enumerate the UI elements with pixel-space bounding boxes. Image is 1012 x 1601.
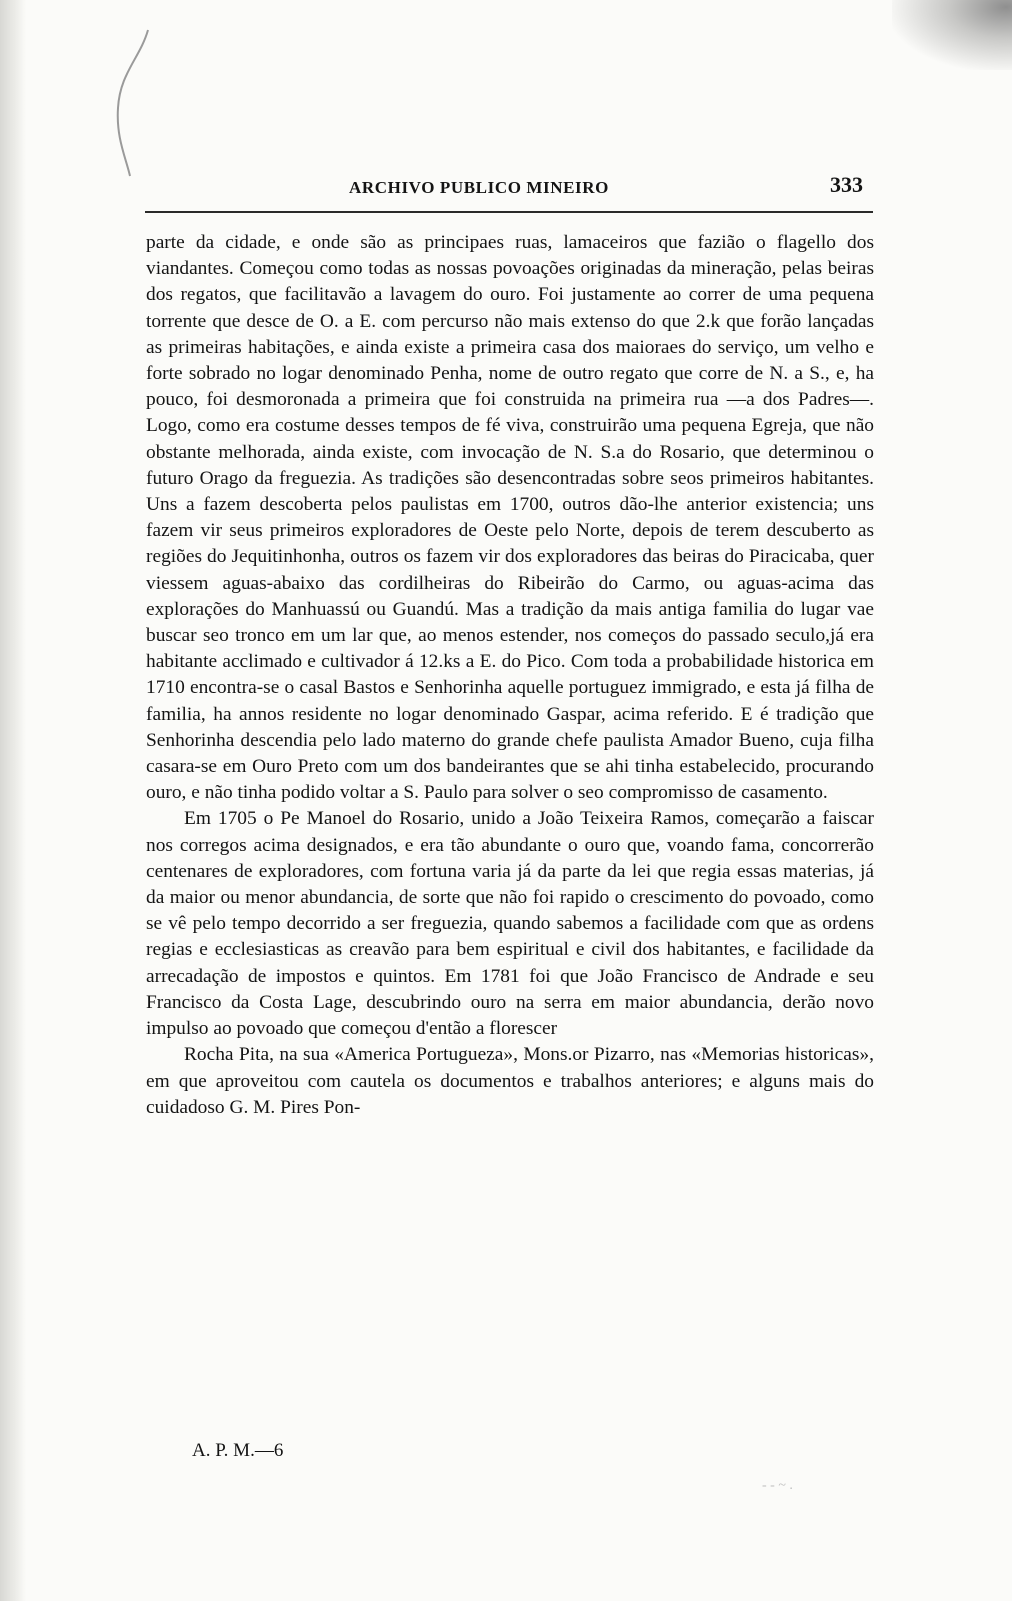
signature-mark: A. P. M.—6: [192, 1440, 284, 1461]
paragraph-3: Rocha Pita, na sua «America Portugueza», Mons.or Pizarro, nas «Memorias historicas», em que aproveitou com cautela os documentos e trabalhos anteriores; e alguns mais do cuidadoso G. M. Pires Pon-: [146, 1044, 874, 1118]
page-header: [145, 172, 873, 212]
body-text: [146, 230, 874, 1121]
paragraph-1: parte da cidade, e onde são as principaes ruas, lamaceiros que fazião o flagello dos viandantes. Começou como todas as nossas povoações originadas da mineração, pelas beiras dos regatos, que facilitavão a lavagem do ouro. Foi justamente ao correr de uma pequena torrente que desce de O. a E. com percurso não mais extenso do que 2.k que forão lançadas as primeiras habitações, e ainda existe a primeira casa dos maioraes do serviço, um velho e forte sobrado no logar denominado Penha, nome de outro regato que corre de N. a S., e, ha pouco, foi desmoronada a primeira que foi construida na primeira rua —a dos Padres—. Logo, como era costume desses tempos de fé viva, construirão uma pequena Egreja, que não obstante melhorada, ainda existe, com invocação de N. S.a do Rosario, que determinou o futuro Orago da freguezia. As tradições são desencontradas sobre seos primeiros habitantes. Uns a fazem descoberta pelos paulistas em 1700, outros dão-lhe anterior existencia; uns fazem vir seus primeiros exploradores de Oeste pelo Norte, depois de terem descuberto as regiões do Jequitinhonha, outros os fazem vir dos exploradores das beiras do Piracicaba, quer viessem aguas-abaixo das cordilheiras do Ribeirão do Carmo, ou aguas-acima das explorações do Manhuassú ou Guandú. Mas a tradição da mais antiga familia do lugar vae buscar seo tronco em um lar que, ao menos estender, nos começos do passado seculo,já era habitante acclimado e cultivador á 12.ks a E. do Pico. Com toda a probabilidade historica em 1710 encontra-se o casal Bastos e Senhorinha aquelle portuguez immigrado, e esta já filha de familia, ha annos residente no logar denominado Gaspar, acima referido. E é tradição que Senhorinha descendia pelo lado materno do grande chefe paulista Amador Bueno, cuja filha casara-se em Ouro Preto com um dos bandeirantes que se ahi tinha estabelecido, procurando ouro, e não tinha podido voltar a S. Paulo para solver o seo compromisso de casamento.: [146, 232, 874, 804]
scan-artifact-mark: - ‑ ~ .: [762, 1478, 793, 1493]
paragraph-2: Em 1705 o Pe Manoel do Rosario, unido a João Teixeira Ramos, começarão a faiscar nos corregos acima designados, e era tão abundante o ouro que, voando fama, concorrerão centenares de exploradores, com fortuna varia já da parte da lei que regia essas materias, já da maior ou menor abundancia, de sorte que não foi rapido o crescimento do povoado, como se vê pelo tempo decorrido a ser freguezia, quando sabemos a facilidade com que as ordens regias e ecclesiasticas as creavão para bem espiritual e civil dos habitantes, e facilidade da arrecadação de impostos e quintos. Em 1781 foi que João Francisco de Andrade e seu Francisco da Costa Lage, descubrindo ouro na serra em maior abundancia, derão novo impulso ao povoado que começou d'então a florescer: [146, 808, 874, 1040]
running-title: ARCHIVO PUBLICO MINEIRO: [349, 178, 609, 197]
header-rule: [145, 211, 873, 213]
scan-corner-shadow: [892, 0, 1012, 70]
scan-edge-shadow: [0, 0, 26, 1601]
scan-artifact-curve: [112, 28, 152, 178]
page-number: 333: [830, 172, 863, 197]
